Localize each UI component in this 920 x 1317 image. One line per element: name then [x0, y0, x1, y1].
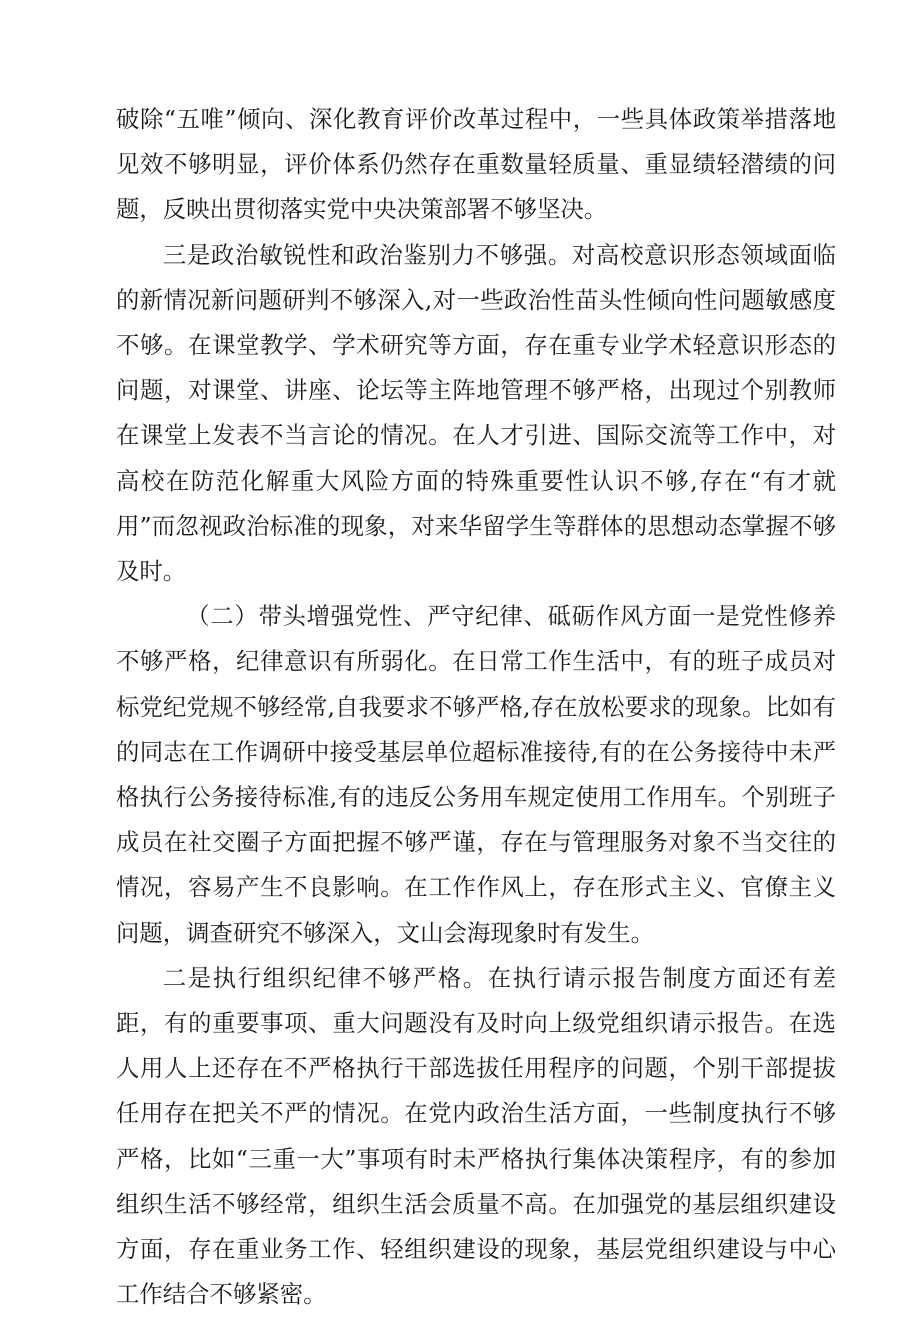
paragraph-continued: 破除“五唯”倾向、深化教育评价改革过程中，一些具体政策举措落地见效不够明显，评价体系仍然存在重数量轻质量、重显绩轻潜绩的问题，反映出贯彻落实党中央决策部署不够坚决。	[116, 105, 836, 224]
paragraph-section-two: （二）带头增强党性、严守纪律、砥砺作风方面一是党性修养不够严格，纪律意识有所弱化。在日常工作生活中，有的班子成员对标党纪党规不够经常,自我要求不够严格,存在放松要求的现象。比如有的同志在工作调研中接受基层单位超标准接待,有的在公务接待中未严格执行公务接待标准,有的违反公务用车规定使用工作用车。个别班子成员在社交圈子方面把握不够严谨，存在与管理服务对象不当交往的情况，容易产生不良影响。在工作作风上，存在形式主义、官僚主义问题，调查研究不够深入，文山会海现象时有发生。	[116, 602, 836, 947]
paragraph-point-three: 三是政治敏锐性和政治鉴别力不够强。对高校意识形态领域面临的新情况新问题研判不够深入,对一些政治性苗头性倾向性问题敏感度不够。在课堂教学、学术研究等方面，存在重专业学术轻意识形态的问题，对课堂、讲座、论坛等主阵地管理不够严格，出现过个别教师在课堂上发表不当言论的情况。在人才引进、国际交流等工作中，对高校在防范化解重大风险方面的特殊重要性认识不够,存在“有才就用”而忽视政治标准的现象，对来华留学生等群体的思想动态掌握不够及时。	[116, 240, 836, 586]
paragraph-point-two: 二是执行组织纪律不够严格。在执行请示报告制度方面还有差距，有的重要事项、重大问题没有及时向上级党组织请示报告。在选人用人上还存在不严格执行干部选拔任用程序的问题，个别干部提拔任用存在把关不严的情况。在党内政治生活方面，一些制度执行不够严格，比如“三重一大”事项有时未严格执行集体决策程序，有的参加组织生活不够经常，组织生活会质量不高。在加强党的基层组织建设方面，存在重业务工作、轻组织建设的现象，基层党组织建设与中心工作结合不够紧密。	[116, 963, 836, 1309]
document-body	[116, 97, 836, 1317]
